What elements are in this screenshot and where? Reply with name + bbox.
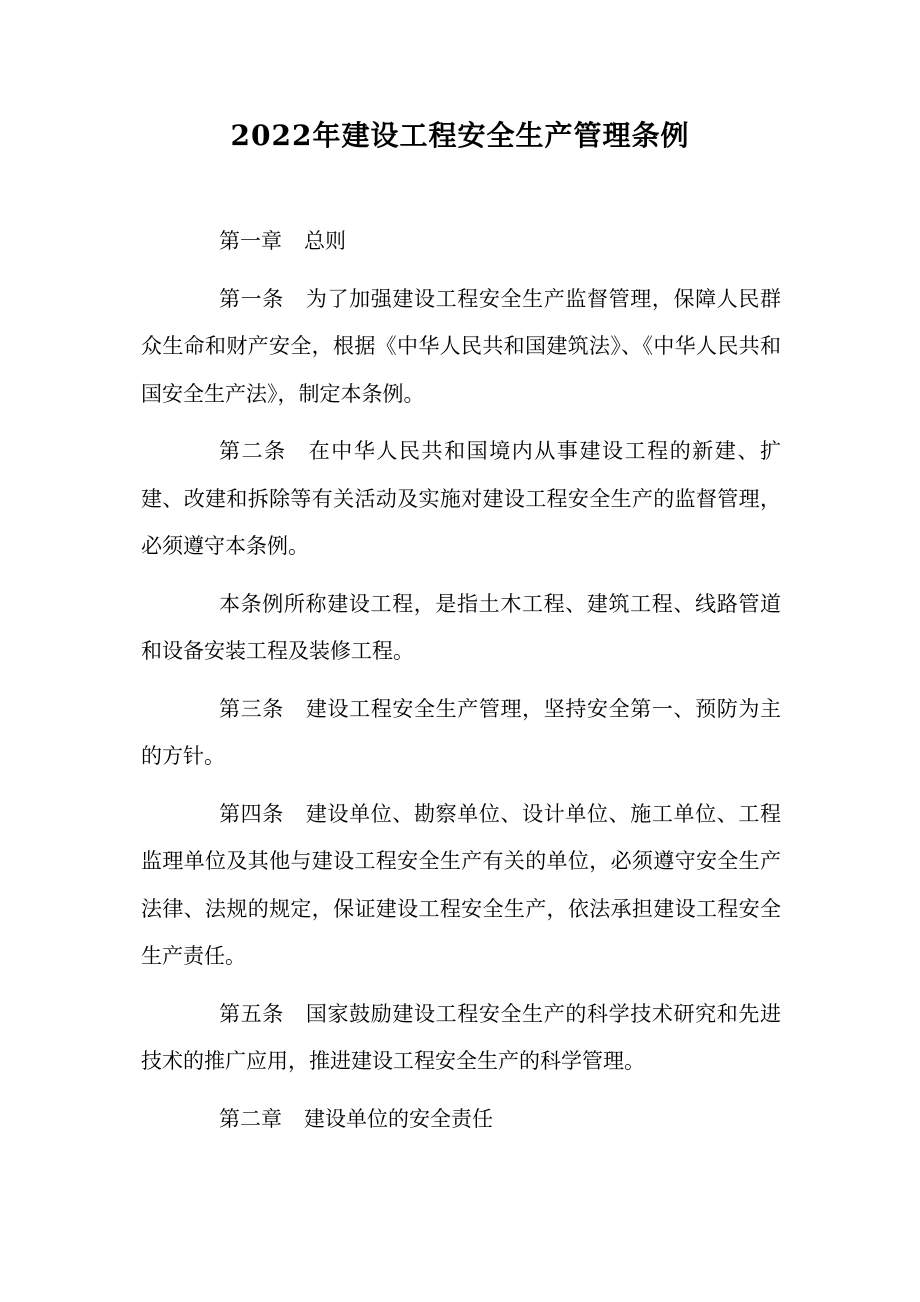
paragraph-label: 第一章: [219, 229, 282, 253]
paragraph-text: 建设单位的安全责任: [304, 1106, 493, 1131]
paragraph-text: 建设工程安全生产管理，坚持安全第一、预防为主的方针。: [141, 696, 781, 768]
paragraph-label: 第五条: [219, 1001, 284, 1026]
article-5: [141, 991, 781, 1086]
paragraph-text: 本条例所称建设工程，是指土木工程、建筑工程、线路管道和设备安装工程及装修工程。: [141, 591, 781, 663]
document-body: [141, 218, 781, 1153]
article-3: [141, 686, 781, 781]
paragraph-text: 总则: [304, 229, 346, 253]
article-2: [141, 428, 781, 571]
chapter-heading-1: [141, 218, 781, 266]
paragraph-label: 第四条: [219, 801, 284, 826]
article-2-clause: [141, 581, 781, 676]
paragraph-text: 建设单位、勘察单位、设计单位、施工单位、工程监理单位及其他与建设工程安全生产有关的单位，必须遵守安全生产法律、法规的规定，保证建设工程安全生产，依法承担建设工程安全生产责任。: [141, 801, 781, 968]
article-4: [141, 791, 781, 981]
chapter-heading-2: [141, 1096, 781, 1144]
article-1: [141, 276, 781, 419]
paragraph-text: 为了加强建设工程安全生产监督管理，保障人民群众生命和财产安全，根据《中华人民共和国建筑法》、《中华人民共和国安全生产法》，制定本条例。: [141, 286, 781, 406]
paragraph-label: 第三条: [219, 696, 284, 721]
paragraph-label: 第一条: [219, 286, 284, 311]
paragraph-label: 第二条: [219, 439, 287, 463]
paragraph-text: 在中华人民共和国境内从事建设工程的新建、扩建、改建和拆除等有关活动及实施对建设工程安全生产的监督管理，必须遵守本条例。: [141, 439, 782, 558]
paragraph-text: 国家鼓励建设工程安全生产的科学技术研究和先进技术的推广应用，推进建设工程安全生产的科学管理。: [141, 1001, 781, 1073]
document-title: 2022年建设工程安全生产管理条例: [230, 119, 690, 152]
paragraph-label: 第二章: [219, 1106, 282, 1131]
